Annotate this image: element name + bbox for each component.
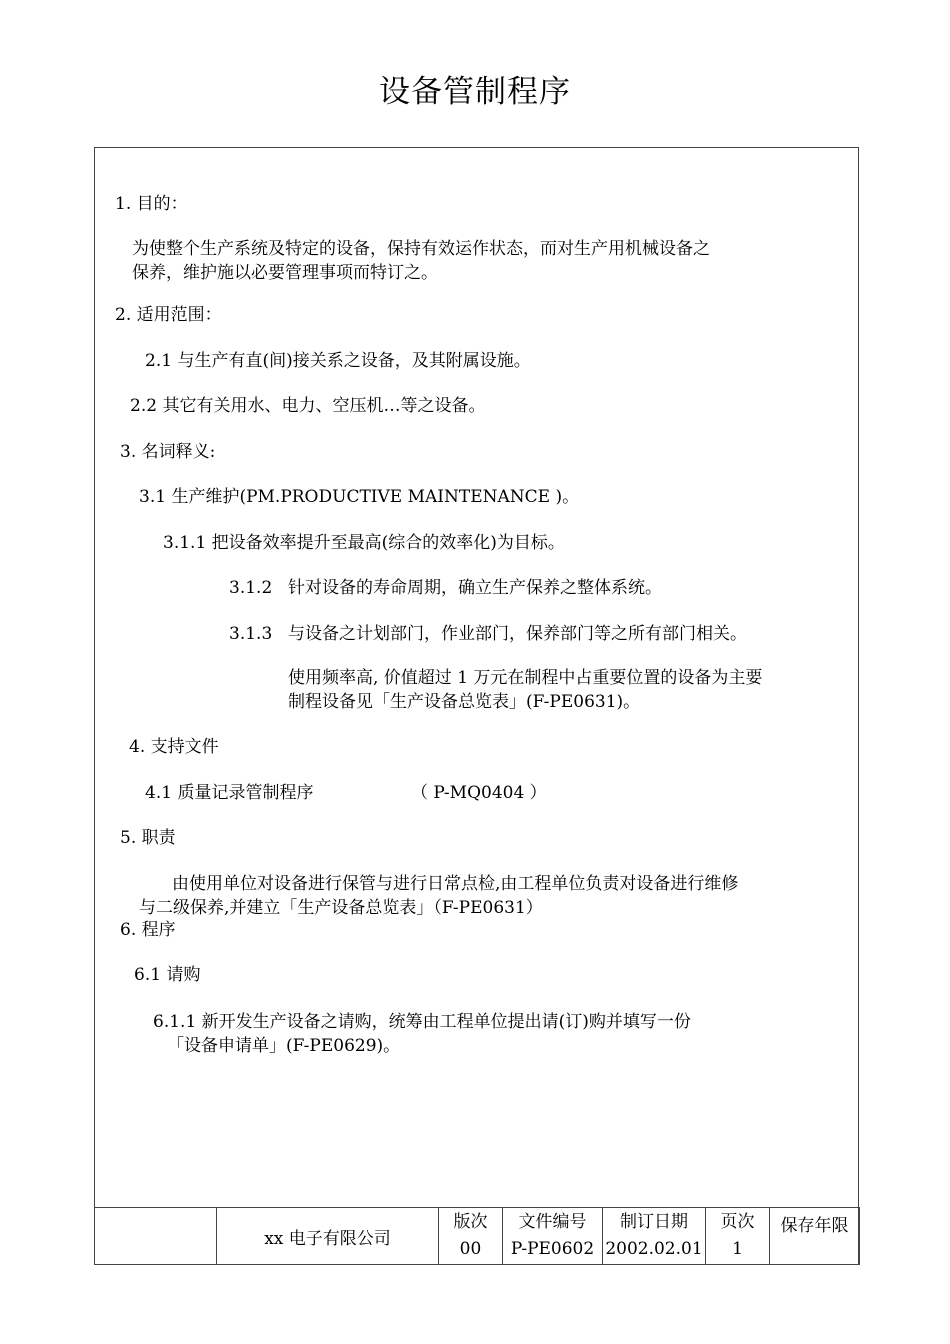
procedure-6-1: 6.1 请购: [134, 965, 201, 985]
procedure-6-1-1-line-1: 6.1.1 新开发生产设备之请购，统筹由工程单位提出请(订)购并填写一份: [153, 1012, 691, 1032]
footer-date: [603, 1208, 706, 1265]
footer-docno: [503, 1208, 603, 1265]
footer-page-value: 1: [732, 1239, 743, 1259]
footer-retention: 保存年限: [770, 1208, 860, 1265]
footer-version-label: 版次: [453, 1212, 488, 1232]
duty-line-1: 由使用单位对设备进行保管与进行日常点检,由工程单位负责对设备进行维修: [172, 874, 739, 894]
support-doc-4-1-code: （ P-MQ0404 ）: [411, 783, 547, 803]
scope-item-2-2: 2.2 其它有关用水、电力、空压机…等之设备。: [130, 396, 486, 416]
term-3-1-1: 3.1.1 把设备效率提升至最高(综合的效率化)为目标。: [163, 533, 565, 553]
support-doc-4-1: 4.1 质量记录管制程序: [145, 783, 314, 803]
footer-table: [94, 1207, 860, 1265]
term-3-1-2-number: 3.1.2: [229, 578, 273, 598]
term-3-1: 3.1 生产维护(PM.PRODUCTIVE MAINTENANCE )。: [139, 487, 580, 507]
section-5-heading: 5. 职责: [120, 828, 176, 848]
term-note-line-2: 制程设备见「生产设备总览表」(F-PE0631)。: [288, 692, 641, 712]
purpose-line-1: 为使整个生产系统及特定的设备，保持有效运作状态，而对生产用机械设备之: [132, 239, 710, 259]
purpose-line-2: 保养，维护施以必要管理事项而特订之。: [132, 263, 438, 283]
procedure-6-1-1-line-2: 「设备申请单」(F-PE0629)。: [167, 1036, 401, 1056]
section-3-heading: 3. 名词释义:: [120, 442, 216, 462]
section-1-heading: 1. 目的：: [115, 194, 188, 214]
footer-docno-value: P-PE0602: [510, 1239, 595, 1259]
footer-version: [439, 1208, 503, 1265]
section-2-heading: 2. 适用范围：: [115, 305, 222, 325]
footer-company: xx 电子有限公司: [217, 1208, 439, 1265]
footer-docno-label: 文件编号: [518, 1212, 587, 1232]
term-3-1-3-number: 3.1.3: [229, 624, 273, 644]
document-title: 设备管制程序: [379, 74, 571, 110]
term-3-1-3-text: 与设备之计划部门，作业部门，保养部门等之所有部门相关。: [288, 624, 747, 644]
footer-page: [706, 1208, 770, 1265]
term-note-line-1: 使用频率高, 价值超过 1 万元在制程中占重要位置的设备为主要: [288, 668, 763, 688]
footer-logo-cell: [95, 1208, 217, 1265]
footer-page-label: 页次: [720, 1212, 755, 1232]
footer-date-label: 制订日期: [620, 1212, 688, 1232]
footer-version-value: 00: [459, 1239, 482, 1259]
term-3-1-2-text: 针对设备的寿命周期，确立生产保养之整体系统。: [288, 578, 662, 598]
duty-line-2: 与二级保养,并建立「生产设备总览表」（F-PE0631）: [139, 898, 543, 918]
section-4-heading: 4. 支持文件: [129, 737, 219, 757]
footer-date-value: 2002.02.01: [605, 1239, 703, 1259]
scope-item-2-1: 2.1 与生产有直(间)接关系之设备，及其附属设施。: [145, 351, 531, 371]
section-6-heading: 6. 程序: [120, 920, 176, 940]
